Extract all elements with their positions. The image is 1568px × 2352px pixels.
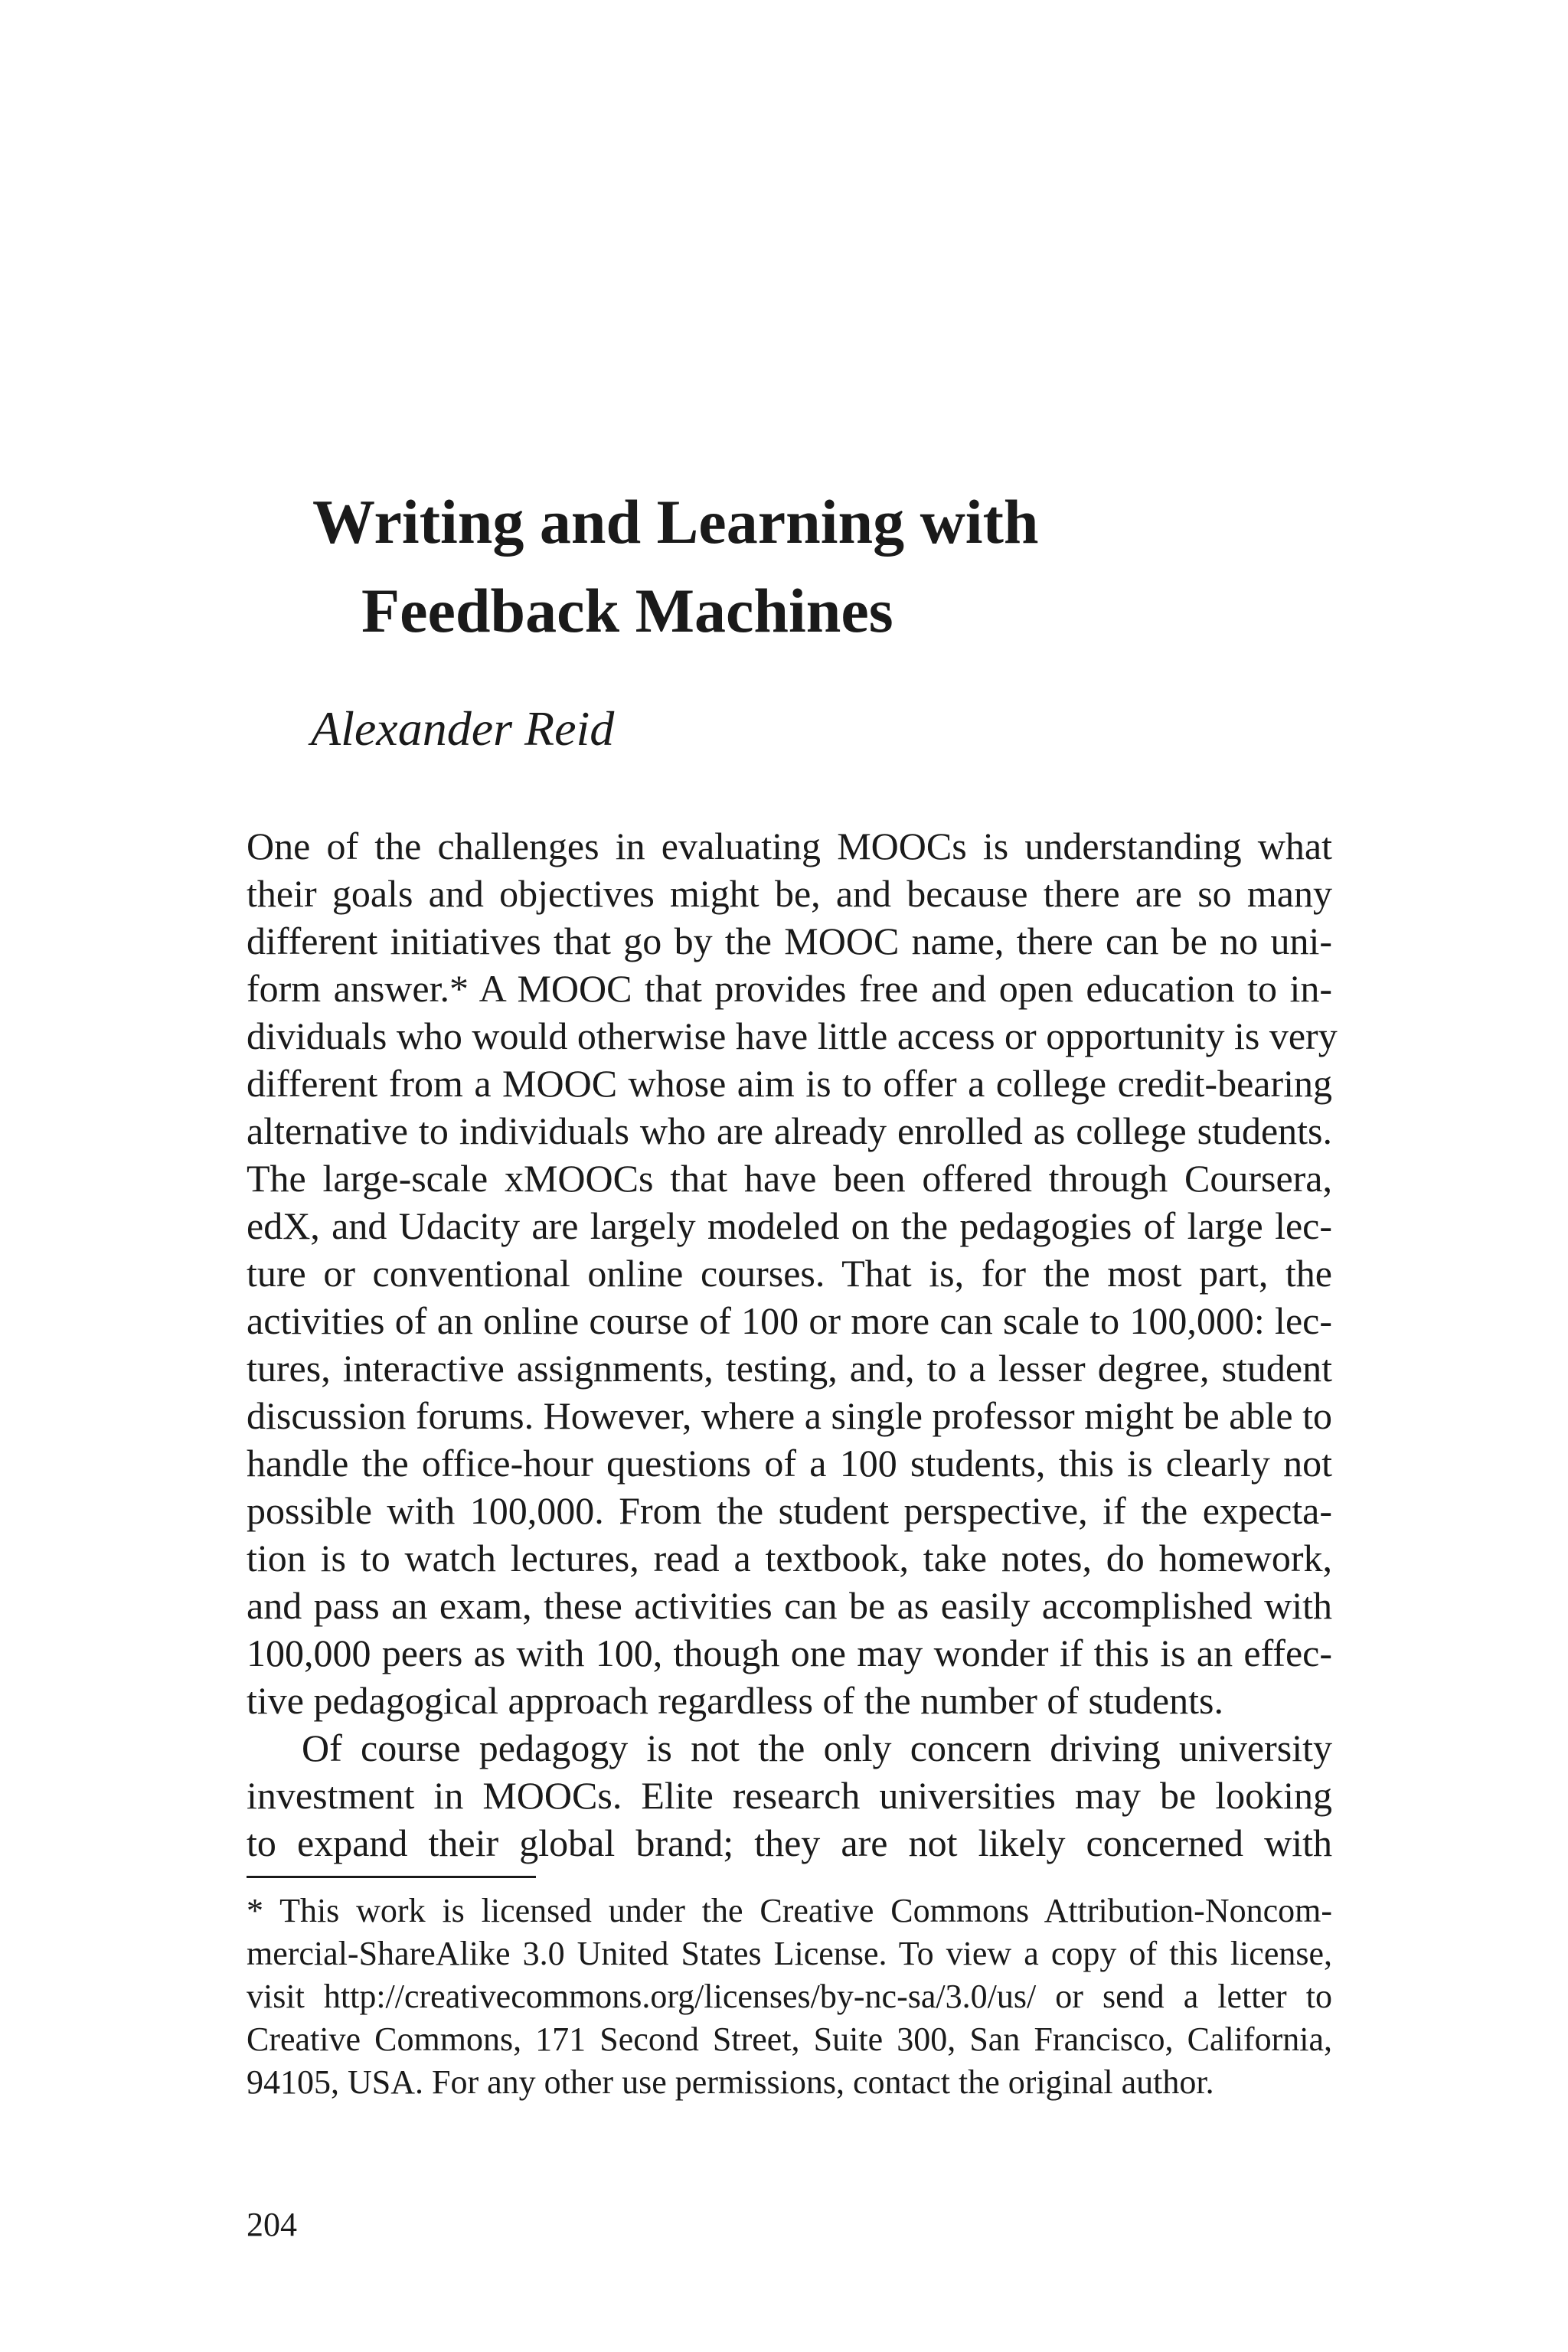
footnote-line: mercial-ShareAlike 3.0 United States License. To view a copy of this license, <box>247 1935 1332 1972</box>
body-line: form answer.* A MOOC that provides free and open education to in- <box>247 967 1332 1010</box>
body-line: tures, interactive assignments, testing, and, to a lesser degree, student <box>247 1347 1332 1390</box>
body-line: their goals and objectives might be, and because there are so many <box>247 872 1332 915</box>
body-line: ture or conventional online courses. That is, for the most part, the <box>247 1252 1332 1295</box>
chapter-title-line-2: Feedback Machines <box>361 576 893 645</box>
footnote-line: 94105, USA. For any other use permissions, contact the original author. <box>247 2063 1214 2101</box>
body-line: and pass an exam, these activities can be as easily accomplished with <box>247 1584 1332 1627</box>
footnote-line: visit http://creativecommons.org/licenses/by-nc-sa/3.0/us/ or send a letter to <box>247 1978 1332 2015</box>
body-line: One of the challenges in evaluating MOOCs is understanding what <box>247 825 1332 867</box>
body-line: discussion forums. However, where a single professor might be able to <box>247 1394 1332 1437</box>
footnote-divider <box>247 1876 536 1878</box>
body-line: different initiatives that go by the MOOC name, there can be no uni- <box>247 920 1332 962</box>
body-line: tive pedagogical approach regardless of the number of students. <box>247 1679 1223 1722</box>
footnote-line: * This work is licensed under the Creative Commons Attribution-Noncom- <box>247 1892 1332 1929</box>
body-line: edX, and Udacity are largely modeled on the pedagogies of large lec- <box>247 1204 1332 1247</box>
body-line: Of course pedagogy is not the only concern driving university <box>302 1726 1332 1769</box>
body-line: alternative to individuals who are already enrolled as college students. <box>247 1109 1332 1152</box>
author-name: Alexander Reid <box>311 701 615 756</box>
footnote-line: Creative Commons, 171 Second Street, Suite 300, San Francisco, California, <box>247 2020 1332 2058</box>
body-line: tion is to watch lectures, read a textbook, take notes, do homework, <box>247 1537 1332 1579</box>
body-line: dividuals who would otherwise have little access or opportunity is very <box>247 1014 1338 1057</box>
body-line: possible with 100,000. From the student perspective, if the expecta- <box>247 1489 1332 1532</box>
body-line: different from a MOOC whose aim is to offer a college credit-bearing <box>247 1062 1332 1105</box>
body-line: 100,000 peers as with 100, though one may wonder if this is an effec- <box>247 1632 1332 1674</box>
body-line: investment in MOOCs. Elite research universities may be looking <box>247 1774 1332 1817</box>
body-line: The large-scale xMOOCs that have been offered through Coursera, <box>247 1157 1332 1200</box>
chapter-title-line-1: Writing and Learning with <box>312 487 1039 557</box>
page-number: 204 <box>247 2206 297 2243</box>
body-line: to expand their global brand; they are not likely concerned with <box>247 1821 1332 1864</box>
body-line: handle the office-hour questions of a 100 students, this is clearly not <box>247 1442 1332 1485</box>
body-line: activities of an online course of 100 or more can scale to 100,000: lec- <box>247 1299 1332 1342</box>
